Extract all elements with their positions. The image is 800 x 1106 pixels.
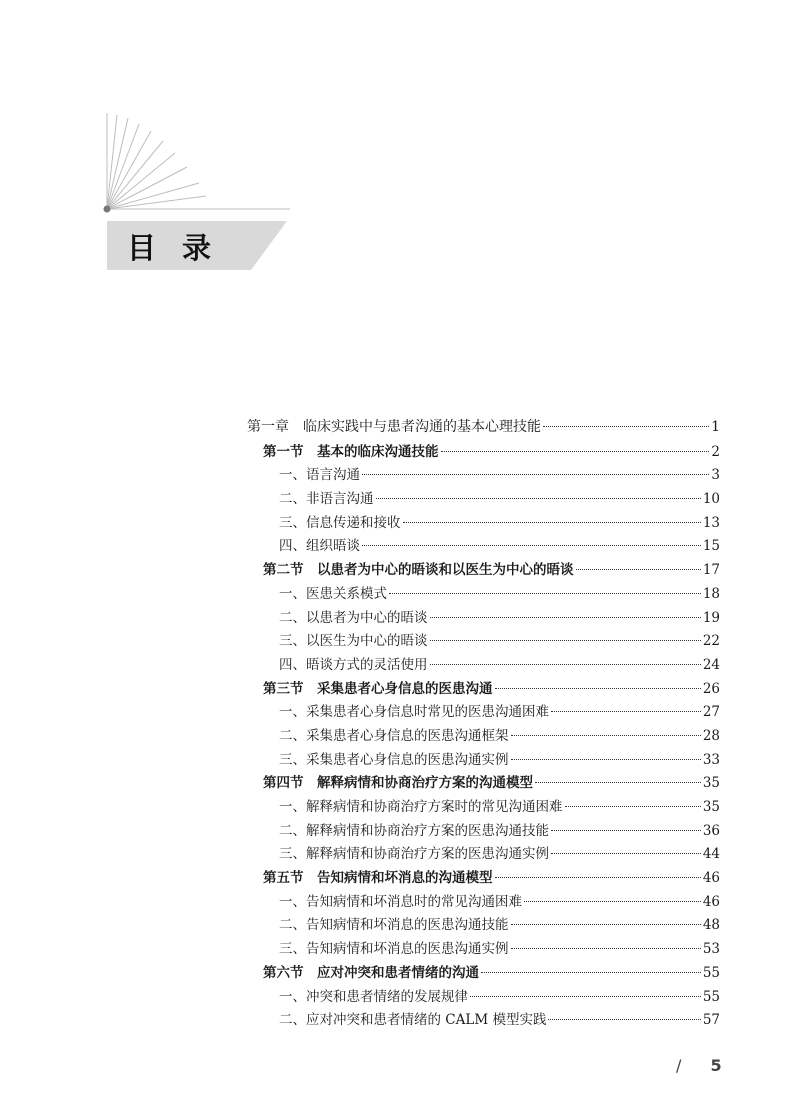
- toc-subsection[interactable]: [247, 534, 720, 558]
- toc-entry-label: 第五节 告知病情和坏消息的沟通模型: [263, 870, 493, 887]
- toc-section[interactable]: [247, 558, 720, 582]
- toc-entry-label: 一、冲突和患者情绪的发展规律: [279, 988, 468, 1005]
- toc-subsection[interactable]: [247, 629, 720, 653]
- toc-entry-page: 18: [702, 585, 720, 602]
- toc-entry-label: 二、以患者为中心的晤谈: [279, 609, 428, 626]
- toc-subsection[interactable]: [247, 582, 720, 606]
- dot-leader: [511, 924, 701, 925]
- toc-entry-label: 三、以医生为中心的晤谈: [279, 633, 428, 650]
- dot-leader: [551, 711, 701, 712]
- toc-section[interactable]: [247, 771, 720, 795]
- toc-entry-label: 第四节 解释病情和协商治疗方案的沟通模型: [263, 775, 533, 792]
- toc-subsection[interactable]: [247, 606, 720, 630]
- toc-entry-label: 三、采集患者心身信息的医患沟通实例: [279, 751, 509, 768]
- toc-entry-page: 3: [711, 467, 720, 484]
- toc-entry-page: 13: [702, 514, 720, 531]
- page-title: 目录: [127, 231, 238, 265]
- toc-entry-page: 15: [702, 538, 720, 555]
- toc-entry-label: 一、告知病情和坏消息时的常见沟通困难: [279, 893, 522, 910]
- dot-leader: [481, 972, 701, 973]
- toc-entry-label: 一、语言沟通: [279, 467, 360, 484]
- dot-leader: [495, 688, 701, 689]
- dot-leader: [362, 474, 709, 475]
- toc-subsection[interactable]: [247, 985, 720, 1009]
- toc-entry-label: 二、非语言沟通: [279, 491, 374, 508]
- dot-leader: [430, 617, 701, 618]
- toc-entry-label: 一、医患关系模式: [279, 585, 387, 602]
- toc-entry-label: 一、解释病情和协商治疗方案时的常见沟通困难: [279, 799, 563, 815]
- toc-section[interactable]: [247, 677, 720, 701]
- toc-entry-label: 一、采集患者心身信息时常见的医患沟通困难: [279, 704, 549, 721]
- dot-leader: [524, 901, 701, 902]
- dot-leader: [543, 426, 709, 427]
- dot-leader: [511, 735, 701, 736]
- toc-subsection[interactable]: [247, 819, 720, 843]
- dot-leader: [548, 1019, 700, 1020]
- toc-section[interactable]: [247, 440, 720, 464]
- toc-entry-label: 二、告知病情和坏消息的医患沟通技能: [279, 917, 509, 934]
- toc-entry-page: 2: [711, 443, 720, 460]
- toc-entry-page: 35: [702, 775, 720, 792]
- toc-entry-page: 46: [702, 870, 720, 887]
- table-of-contents: [247, 416, 720, 1032]
- toc-subsection[interactable]: [247, 748, 720, 772]
- toc-entry-page: 1: [711, 419, 720, 435]
- toc-entry-page: 28: [702, 727, 720, 744]
- dot-leader: [511, 759, 701, 760]
- dot-leader: [430, 640, 701, 641]
- toc-entry-page: 17: [702, 562, 720, 579]
- toc-entry-label: 第三节 采集患者心身信息的医患沟通: [263, 680, 493, 697]
- toc-entry-page: 19: [702, 609, 720, 626]
- dot-leader: [441, 451, 710, 452]
- dot-leader: [470, 996, 701, 997]
- toc-entry-page: 46: [702, 893, 720, 910]
- toc-entry-page: 57: [702, 1012, 720, 1029]
- dot-leader: [403, 522, 701, 523]
- toc-subsection[interactable]: [247, 487, 720, 511]
- toc-entry-label: 第一章 临床实践中与患者沟通的基本心理技能: [247, 419, 541, 435]
- toc-entry-page: 10: [702, 491, 720, 508]
- toc-entry-page: 35: [702, 799, 720, 815]
- toc-entry-label: 第一节 基本的临床沟通技能: [263, 443, 439, 460]
- toc-entry-page: 44: [702, 846, 720, 863]
- toc-subsection[interactable]: [247, 795, 720, 819]
- toc-chapter[interactable]: [247, 416, 720, 440]
- toc-entry-page: 36: [702, 822, 720, 839]
- toc-subsection[interactable]: [247, 842, 720, 866]
- toc-subsection[interactable]: [247, 913, 720, 937]
- dot-leader: [389, 593, 701, 594]
- toc-entry-label: 第二节 以患者为中心的晤谈和以医生为中心的晤谈: [263, 562, 574, 579]
- toc-entry-page: 55: [702, 988, 720, 1005]
- dot-leader: [430, 664, 701, 665]
- toc-section[interactable]: [247, 866, 720, 890]
- toc-entry-label: 四、组织晤谈: [279, 538, 360, 555]
- toc-entry-label: 四、晤谈方式的灵活使用: [279, 656, 428, 673]
- toc-subsection[interactable]: [247, 1008, 720, 1032]
- toc-entry-page: 53: [702, 941, 720, 958]
- dot-leader: [535, 782, 701, 783]
- toc-entry-page: 48: [702, 917, 720, 934]
- toc-entry-label: 三、信息传递和接收: [279, 514, 401, 531]
- page-separator: /: [676, 1056, 682, 1075]
- toc-subsection[interactable]: [247, 463, 720, 487]
- page-number: 5: [710, 1056, 722, 1075]
- toc-subsection[interactable]: [247, 890, 720, 914]
- page-footer: [676, 1056, 722, 1075]
- dot-leader: [565, 806, 701, 807]
- toc-section[interactable]: [247, 961, 720, 985]
- toc-entry-label: 三、告知病情和坏消息的医患沟通实例: [279, 941, 509, 958]
- dot-leader: [551, 853, 701, 854]
- toc-subsection[interactable]: [247, 724, 720, 748]
- dot-leader: [551, 830, 701, 831]
- dot-leader: [495, 877, 701, 878]
- toc-entry-page: 27: [702, 704, 720, 721]
- toc-subsection[interactable]: [247, 511, 720, 535]
- toc-entry-page: 33: [702, 751, 720, 768]
- toc-entry-label: 二、应对冲突和患者情绪的 CALM 模型实践: [279, 1012, 547, 1029]
- toc-entry-page: 55: [702, 964, 720, 981]
- toc-entry-label: 二、解释病情和协商治疗方案的医患沟通技能: [279, 822, 549, 839]
- dot-leader: [362, 545, 701, 546]
- toc-entry-label: 第六节 应对冲突和患者情绪的沟通: [263, 964, 479, 981]
- dot-leader: [376, 498, 701, 499]
- toc-entry-label: 三、解释病情和协商治疗方案的医患沟通实例: [279, 846, 549, 863]
- toc-entry-page: 24: [702, 656, 720, 673]
- dot-leader: [576, 569, 701, 570]
- toc-subsection[interactable]: [247, 653, 720, 677]
- dot-leader: [511, 948, 701, 949]
- toc-subsection[interactable]: [247, 700, 720, 724]
- toc-entry-page: 26: [702, 680, 720, 697]
- toc-entry-page: 22: [702, 633, 720, 650]
- toc-subsection[interactable]: [247, 937, 720, 961]
- toc-entry-label: 二、采集患者心身信息的医患沟通框架: [279, 727, 509, 744]
